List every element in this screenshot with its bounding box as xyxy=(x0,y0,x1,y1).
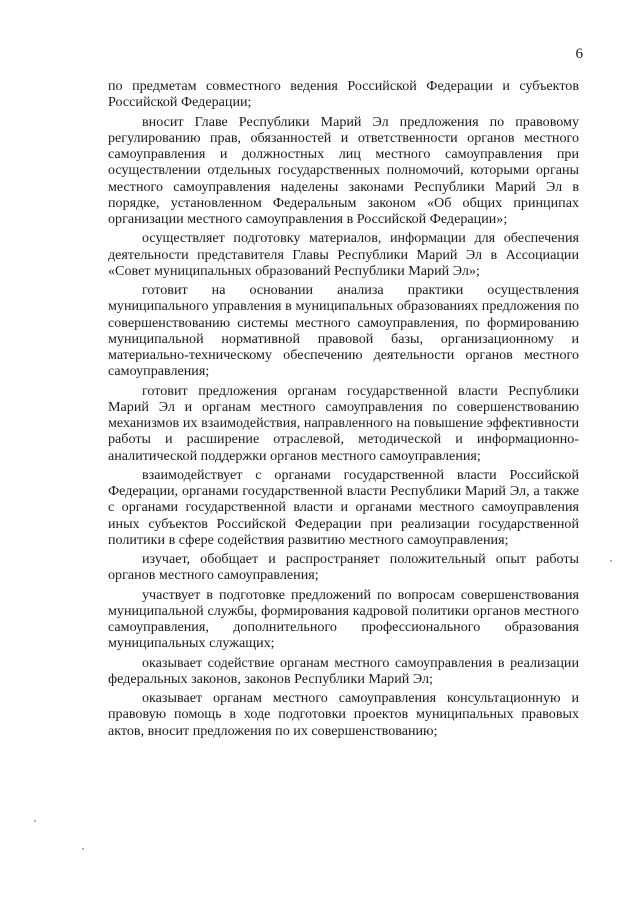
paragraph: готовит предложения органам государственной власти Республики Марий Эл и органам местного самоуправления по совершенствованию механизмов их взаимодействия, направленного на повышение эффективности работы и расширение отраслевой, методической и информационно-аналитической поддержки органов местного самоуправления; xyxy=(108,382,579,464)
scan-speck xyxy=(610,560,612,562)
paragraph: изучает, обобщает и распространяет положительный опыт работы органов местного самоуправления; xyxy=(108,551,579,584)
paragraph: вносит Главе Республики Марий Эл предложения по правовому регулированию прав, обязанностей и ответственности органов местного самоуправления и должностных лиц местного самоуправления при осуществлении отдельных государственных полномочий, которыми органы местного самоуправления наделены законами Республики Марий Эл в порядке, установленном Федеральным законом «Об общих принципах организации местного самоуправления в Российской Федерации»; xyxy=(108,113,579,227)
paragraph: взаимодействует с органами государственной власти Российской Федерации, органами государственной власти Республики Марий Эл, а также с органами государственной власти и органами местного самоуправления иных субъектов Российской Федерации при реализации государственной политики в сфере содействия развитию местного самоуправления; xyxy=(108,466,579,548)
paragraph: по предметам совместного ведения Российской Федерации и субъектов Российской Федерации; xyxy=(108,78,579,111)
paragraph: участвует в подготовке предложений по вопросам совершенствования муниципальной службы, формирования кадровой политики органов местного самоуправления, дополнительного профессионального образования муниципальных служащих; xyxy=(108,586,579,652)
paragraph: оказывает содействие органам местного самоуправления в реализации федеральных законов, законов Республики Марий Эл; xyxy=(108,654,579,687)
paragraph: осуществляет подготовку материалов, информации для обеспечения деятельности представителя Главы Республики Марий Эл в Ассоциации «Совет муниципальных образований Республики Марий Эл»; xyxy=(108,230,579,279)
document-body xyxy=(108,78,579,742)
paragraph: готовит на основании анализа практики осуществления муниципального управления в муниципальных образованиях предложения по совершенствованию системы местного самоуправления, по формированию муниципальной нормативной правовой базы, организационному и материально-техническому обеспечению деятельности органов местного самоуправления; xyxy=(108,282,579,380)
page-number: 6 xyxy=(575,46,583,62)
scan-speck xyxy=(82,848,84,850)
paragraph: оказывает органам местного самоуправления консультационную и правовую помощь в ходе подготовки проектов муниципальных правовых актов, вносит предложения по их совершенствованию; xyxy=(108,690,579,739)
scan-speck xyxy=(34,820,36,822)
